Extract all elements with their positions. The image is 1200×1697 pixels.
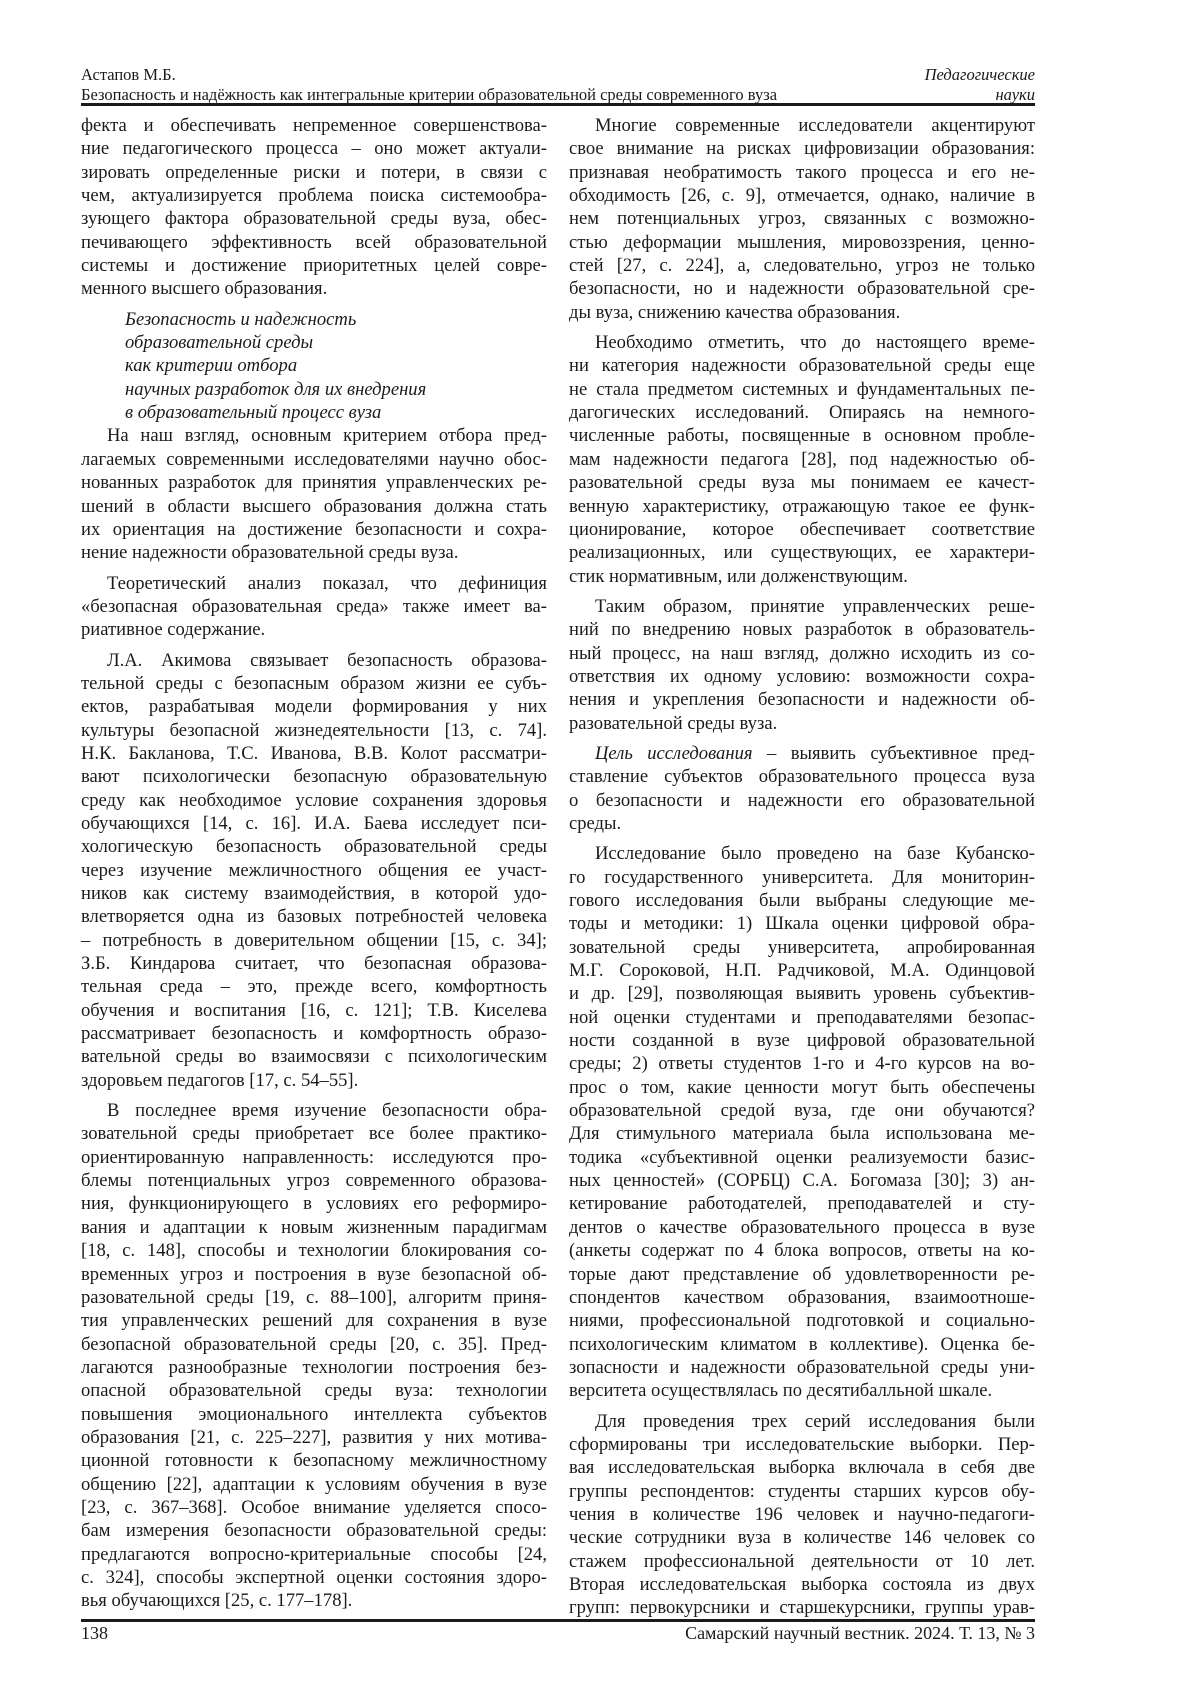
text-line: лагаемых современными исследователями научно обос- <box>81 448 547 471</box>
text-line: тия управленческих решений для сохранения в вузе <box>81 1309 547 1332</box>
text-line: Таким образом, принятие управленческих реше- <box>569 595 1035 618</box>
text-line: венную характеристику, отражающую такое ее функ- <box>569 495 1035 518</box>
text-line: опасной образовательной среды вуза: технологии <box>81 1379 547 1402</box>
text-line: В последнее время изучение безопасности обра- <box>81 1099 547 1122</box>
italic-lead-term: Цель исследования <box>595 743 753 764</box>
paragraph <box>81 424 547 564</box>
text-line: Многие современные исследователи акцентируют <box>569 114 1035 137</box>
text-line: тельной среды с безопасным образом жизни ее субъ- <box>81 672 547 695</box>
text-line: нения и укрепления безопасности и надежности об- <box>569 688 1035 711</box>
text-line: дагогических исследований. Опираясь на немного- <box>569 401 1035 424</box>
section-heading <box>81 308 547 425</box>
text-line: безопасности, но и надежности образовательной сре- <box>569 277 1035 300</box>
text-line: образовательной средой вуза, где они обучаются? <box>569 1099 1035 1122</box>
text-line: чем, актуализируется проблема поиска системообра- <box>81 184 547 207</box>
text-line: вания и адаптации к новым жизненным парадигмам <box>81 1216 547 1239</box>
heading-line: как критерии отбора <box>81 354 547 377</box>
paragraph <box>81 114 547 301</box>
text-line: ниями, профессиональной подготовкой и социально- <box>569 1309 1035 1332</box>
text-line: численные работы, посвященные в основном пробле- <box>569 424 1035 447</box>
paragraph <box>569 1410 1035 1620</box>
text-line: Теоретический анализ показал, что дефиниция <box>81 572 547 595</box>
text-line: их ориентация на достижение безопасности и сохра- <box>81 518 547 541</box>
right-column <box>569 114 1035 1620</box>
text-line: вая исследовательская выборка включала в себя две <box>569 1456 1035 1479</box>
text-line: нение надежности образовательной среды вуза. <box>81 541 547 564</box>
text-line: свое внимание на рисках цифровизации образования: <box>569 137 1035 160</box>
text-line: разовательной среды вуза. <box>569 712 1035 735</box>
text-line: [23, с. 367–368]. Особое внимание уделяется спосо- <box>81 1496 547 1519</box>
text-line: группы респондентов: студенты старших курсов обу- <box>569 1480 1035 1503</box>
text-line: Исследование было проведено на базе Кубанско- <box>569 842 1035 865</box>
paragraph <box>81 649 547 1093</box>
text-line: ционирование, которое обеспечивает соответствие <box>569 518 1035 541</box>
text-line: среды. <box>569 812 1035 835</box>
paragraph <box>569 331 1035 588</box>
text-line: о безопасности и надежности его образовательной <box>569 789 1035 812</box>
text-line: стью деформации мышления, мировоззрения, ценно- <box>569 231 1035 254</box>
text-line: вают психологически безопасную образовательную <box>81 765 547 788</box>
text-line: Для стимульного материала была использована ме- <box>569 1122 1035 1145</box>
header-section-line-2: науки <box>995 85 1035 105</box>
text-line: культуры безопасной жизнедеятельности [13, с. 74]. <box>81 719 547 742</box>
text-line: не стала предметом системных и фундаментальных пе- <box>569 378 1035 401</box>
text-line: и др. [29], позволяющая выявить уровень субъектив- <box>569 982 1035 1005</box>
heading-line: образовательной среды <box>81 331 547 354</box>
text-line: дентов о качестве образовательного процесса в вузе <box>569 1216 1035 1239</box>
text-line: влетворяется одна из базовых потребностей человека <box>81 905 547 928</box>
text-line: безопасной образовательной среды [20, с. 35]. Пред- <box>81 1333 547 1356</box>
text-line: здоровьем педагогов [17, с. 54–55]. <box>81 1069 547 1092</box>
journal-citation: Самарский научный вестник. 2024. Т. 13, № 3 <box>685 1622 1035 1644</box>
text-line: ний по внедрению новых разработок в образователь- <box>569 618 1035 641</box>
header-rule <box>81 103 1035 106</box>
text-line: Л.А. Акимова связывает безопасность образова- <box>81 649 547 672</box>
text-line: зовательной среды университета, апробированная <box>569 936 1035 959</box>
text-line: стей [27, с. 224], а, следовательно, угроз не только <box>569 254 1035 277</box>
text-line: [18, с. 148], способы и технологии блокирования со- <box>81 1239 547 1262</box>
text-line-rest: – выявить субъективное пред- <box>753 743 1035 764</box>
text-line: го государственного университета. Для мониторин- <box>569 866 1035 889</box>
heading-line: Безопасность и надежность <box>81 308 547 331</box>
text-line: (анкеты содержат по 4 блока вопросов, ответы на ко- <box>569 1239 1035 1262</box>
paragraph <box>81 1099 547 1613</box>
text-line: обучения и воспитания [16, с. 121]; Т.В. Киселева <box>81 999 547 1022</box>
text-line: стик нормативным, или долженствующим. <box>569 565 1035 588</box>
text-line: «безопасная образовательная среда» также имеет ва- <box>81 595 547 618</box>
text-line: психологическим климатом в коллективе). Оценка бе- <box>569 1333 1035 1356</box>
paragraph <box>569 595 1035 735</box>
text-line: образования [21, с. 225–227], развития у них мотива- <box>81 1426 547 1449</box>
text-line: торые дают представление об удовлетворенности ре- <box>569 1263 1035 1286</box>
text-line: реализационных, или существующих, ее характери- <box>569 541 1035 564</box>
text-line: гового исследования были выбраны следующие ме- <box>569 889 1035 912</box>
text-line: среды; 2) ответы студентов 1-го и 4-го курсов на во- <box>569 1052 1035 1075</box>
text-line: кетирование работодателей, преподавателей и сту- <box>569 1192 1035 1215</box>
text-line: обходимость [26, с. 9], отмечается, однако, наличие в <box>569 184 1035 207</box>
text-line: ный процесс, на наш взгляд, должно исходить из со- <box>569 642 1035 665</box>
text-line: чения в количестве 196 человек и научно-педагоги- <box>569 1503 1035 1526</box>
header-author: Астапов М.Б. <box>81 65 176 85</box>
text-line: мам надежности педагога [28], под надежностью об- <box>569 448 1035 471</box>
text-line: временных угроз и построения в вузе безопасной об- <box>81 1263 547 1286</box>
text-line: блемы потенциальных угроз современного образова- <box>81 1169 547 1192</box>
text-line: нем потенциальных угроз, связанных с возможно- <box>569 207 1035 230</box>
text-line: спондентов качеством образования, взаимоотноше- <box>569 1286 1035 1309</box>
text-line: зировать определенные риски и потери, в связи с <box>81 161 547 184</box>
header-section-line-1: Педагогические <box>925 65 1035 85</box>
text-line: ной оценки студентами и преподавателями безопас- <box>569 1006 1035 1029</box>
text-line: ности созданной в вузе цифровой образовательной <box>569 1029 1035 1052</box>
text-line: зопасности и надежности образовательной среды уни- <box>569 1356 1035 1379</box>
text-line: с. 324], способы экспертной оценки состояния здоро- <box>81 1566 547 1589</box>
text-line: рассматривает безопасность и комфортность образо- <box>81 1022 547 1045</box>
heading-line: научных разработок для их внедрения <box>81 378 547 401</box>
text-line: тодика «субъективной оценки реализуемости базис- <box>569 1146 1035 1169</box>
text-line: системы и достижение приоритетных целей совре- <box>81 254 547 277</box>
text-line: З.Б. Киндарова считает, что безопасная образова- <box>81 952 547 975</box>
text-line: повышения эмоционального интеллекта субъектов <box>81 1403 547 1426</box>
text-line: ников как систему взаимодействия, в которой удо- <box>81 882 547 905</box>
text-line <box>569 742 1035 765</box>
text-line: среду как необходимое условие сохранения здоровья <box>81 789 547 812</box>
text-line: зующего фактора образовательной среды вуза, обес- <box>81 207 547 230</box>
text-line: ных ценностей» (СОРБЦ) С.А. Богомаза [30]; 3) ан- <box>569 1169 1035 1192</box>
text-line: ческие сотрудники вуза в количестве 146 человек со <box>569 1526 1035 1549</box>
paragraph <box>569 842 1035 1402</box>
paragraph <box>81 572 547 642</box>
text-line: ориентированную направленность: исследуются про- <box>81 1146 547 1169</box>
text-line: предлагаются вопросно-критериальные способы [24, <box>81 1543 547 1566</box>
text-line: фекта и обеспечивать непременное совершенствова- <box>81 114 547 137</box>
text-line: через изучение межличностного общения ее участ- <box>81 859 547 882</box>
text-line: вательной среды во взаимосвязи с психологическим <box>81 1045 547 1068</box>
text-line: ние педагогического процесса – оно может актуали- <box>81 137 547 160</box>
text-line: общению [22], адаптации к условиям обучения в вузе <box>81 1473 547 1496</box>
text-line: признавая необратимость такого процесса и его не- <box>569 161 1035 184</box>
text-line: зовательной среды приобретает все более практико- <box>81 1122 547 1145</box>
text-line: стажем профессиональной деятельности от 10 лет. <box>569 1550 1035 1573</box>
text-line: разовательной среды [19, с. 88–100], алгоритм приня- <box>81 1286 547 1309</box>
paragraph <box>569 114 1035 324</box>
text-line: хологическую безопасность образовательной среды <box>81 835 547 858</box>
text-line: ния, функционирующего в условиях его реформиро- <box>81 1192 547 1215</box>
text-line: ответствия их одному условию: возможности сохра- <box>569 665 1035 688</box>
text-line: – потребность в доверительном общении [15, с. 34]; <box>81 929 547 952</box>
text-line: На наш взгляд, основным критерием отбора пред- <box>81 424 547 447</box>
text-line: бам измерения безопасности образовательной среды: <box>81 1519 547 1542</box>
text-line: обучающихся [14, с. 16]. И.А. Баева исследует пси- <box>81 812 547 835</box>
text-line: Вторая исследовательская выборка состояла из двух <box>569 1573 1035 1596</box>
text-line: разовательной среды вуза мы понимаем ее качест- <box>569 471 1035 494</box>
paragraph <box>569 742 1035 835</box>
text-line: прос о том, какие ценности могут быть обеспечены <box>569 1076 1035 1099</box>
text-line: ды вуза, снижению качества образования. <box>569 301 1035 324</box>
left-column <box>81 114 547 1613</box>
text-line: нованных разработок для принятия управленческих ре- <box>81 471 547 494</box>
text-line: сформированы три исследовательские выборки. Пер- <box>569 1433 1035 1456</box>
text-line: верситета осуществлялась по десятибалльной шкале. <box>569 1379 1035 1402</box>
text-line: риативное содержание. <box>81 618 547 641</box>
text-line: Для проведения трех серий исследования были <box>569 1410 1035 1433</box>
text-line: вья обучающихся [25, с. 177–178]. <box>81 1589 547 1612</box>
text-line: ставление субъектов образовательного процесса вуза <box>569 765 1035 788</box>
text-line: М.Г. Сороковой, Н.П. Радчиковой, М.А. Одинцовой <box>569 959 1035 982</box>
text-line: менного высшего образования. <box>81 277 547 300</box>
heading-line: в образовательный процесс вуза <box>81 401 547 424</box>
text-line: ни категория надежности образовательной среды еще <box>569 354 1035 377</box>
text-line: групп: первокурсники и старшекурсники, группы урав- <box>569 1596 1035 1619</box>
text-line: Н.К. Бакланова, Т.С. Иванова, В.В. Колот рассматри- <box>81 742 547 765</box>
text-line: Необходимо отметить, что до настоящего време- <box>569 331 1035 354</box>
text-line: тельная среда – это, прежде всего, комфортность <box>81 975 547 998</box>
text-line: шений в области высшего образования должна стать <box>81 495 547 518</box>
text-line: ционной готовности к безопасному межличностному <box>81 1449 547 1472</box>
text-line: печивающего эффективность всей образовательной <box>81 231 547 254</box>
header-article-title: Безопасность и надёжность как интегральные критерии образовательной среды современного вуза <box>81 85 777 105</box>
text-line: ектов, разрабатывая модели формирования у них <box>81 695 547 718</box>
text-line: лагаются разнообразные технологии построения без- <box>81 1356 547 1379</box>
text-line: тоды и методики: 1) Шкала оценки цифровой обра- <box>569 912 1035 935</box>
page-number: 138 <box>81 1622 108 1644</box>
